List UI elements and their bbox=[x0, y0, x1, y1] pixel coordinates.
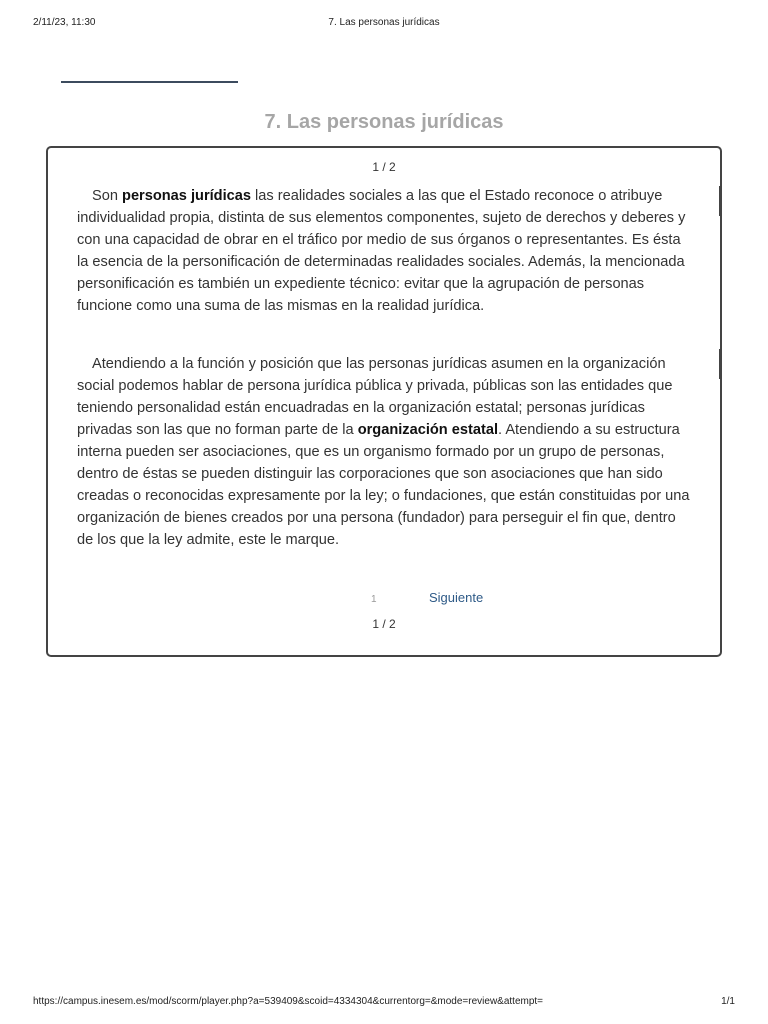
header-divider bbox=[61, 81, 238, 83]
page-counter-top: 1 / 2 bbox=[372, 160, 396, 174]
page-counter-bottom: 1 / 2 bbox=[372, 617, 396, 631]
paragraph-text: Son bbox=[92, 188, 123, 204]
paragraph-text: . Atendiendo a su estructura interna pueden ser asociaciones, que es un organismo formado por un grupo de personas, dentro de éstas se pueden distinguir las corporaciones que son asociaciones que han sido creadas o reconocidas expresamente por la ley; o fundaciones, que están constituidas por una organización de bienes creados por una persona (fundador) para perseguir el fin que, dentro de los que la ley admite, este le marque. bbox=[77, 422, 690, 548]
pager-current-page[interactable]: 1 bbox=[371, 594, 377, 605]
print-url: https://campus.inesem.es/mod/scorm/player.php?a=539409&scoid=4334304&currentorg=&mode=review&attempt= bbox=[33, 996, 544, 1007]
print-doc-title: 7. Las personas jurídicas bbox=[328, 17, 440, 28]
next-page-link[interactable]: Siguiente bbox=[429, 590, 484, 605]
print-page-number: 1/1 bbox=[721, 996, 735, 1007]
bold-term: organización estatal bbox=[357, 422, 499, 438]
page-title: 7. Las personas jurídicas bbox=[264, 111, 504, 133]
paragraph-text: Atendiendo a la función y posición que las personas jurídicas asumen en la organización social podemos hablar de persona jurídica pública y privada, públicas son las entidades que teniendo personalidad están encuadradas en la organización estatal; personas jurídicas privadas son las que no forman parte de la bbox=[77, 356, 673, 438]
scrollbar-thumb-top[interactable] bbox=[719, 186, 722, 216]
paragraph-definition bbox=[77, 185, 692, 317]
bold-term: personas jurídicas bbox=[122, 188, 251, 204]
print-datetime: 2/11/23, 11:30 bbox=[33, 17, 96, 28]
paragraph-classification bbox=[77, 353, 692, 551]
scrollbar-thumb-middle[interactable] bbox=[719, 349, 722, 379]
paragraph-text: las realidades sociales a las que el Estado reconoce o atribuye individualidad propia, distinta de sus elementos componentes, sujeto de derechos y deberes y con una capacidad de obrar en el tráfico por medio de sus órganos o representantes. Es ésta la esencia de la personificación de determinadas realidades sociales. Además, la mencionada personificación es también un expediente técnico: evitar que la agrupación de personas funcione como una suma de las mismas en la realidad jurídica. bbox=[77, 188, 686, 314]
